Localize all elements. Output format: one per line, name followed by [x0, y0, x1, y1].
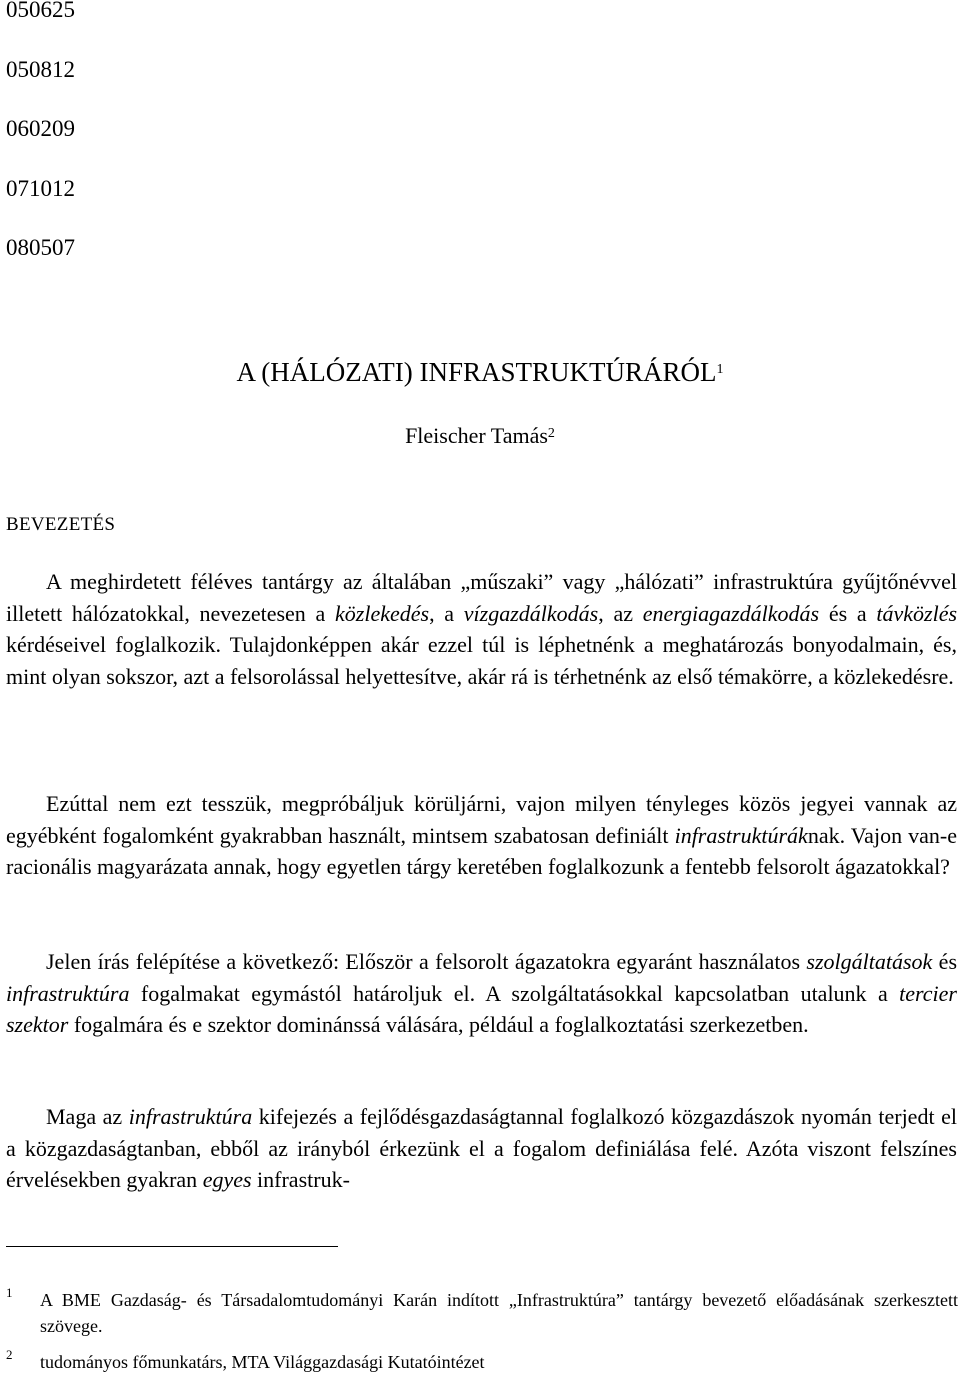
date-1: 050625	[6, 0, 75, 22]
p4-term-infrastruktura: infrastruktúra	[128, 1104, 253, 1129]
p4-text-c: kifejezés a fejlődésgazdaságtannal foglalkozó közgazdászok nyomán terjedt el a közgazdaságtanban, ebből az irányból érkezünk el a fogalom definiálása felé. Azóta viszont felszínes érvelésekben gyakran	[6, 1104, 957, 1193]
footnote-2-number: 2	[6, 1347, 13, 1362]
footnote-1-number: 1	[6, 1285, 13, 1300]
p3-term-tercier-szektor: tercier szektor	[6, 980, 957, 1038]
p1-term-vizgazdalkodas: vízgazdálkodás	[463, 600, 599, 626]
author-footnote-ref: 2	[547, 426, 555, 441]
p3-text-c: és	[932, 949, 958, 974]
p1-text-e: , az	[598, 600, 643, 626]
p1-term-energiagazdalkodas: energiagazdálkodás	[642, 600, 820, 626]
author-line	[0, 422, 960, 450]
p1-term-kozlekedes: közlekedés	[335, 600, 430, 626]
p4-term-egyes: egyes	[202, 1167, 252, 1193]
p2-text-a: Ezúttal nem ezt tesszük, megpróbáljuk körüljárni, vajon milyen tényleges közös jegyei vannak az egyébként fogalomként gyakrabban használt, mintsem szabatosan definiált	[6, 791, 957, 848]
p4-text-a: Maga az	[46, 1104, 129, 1129]
date-4: 071012	[6, 176, 75, 201]
footnote-2-text: tudományos főmunkatárs, MTA Világgazdasági Kutatóintézet	[40, 1352, 485, 1372]
p1-text-c: , a	[429, 600, 464, 626]
p3-text-g: fogalmára és e szektor dominánssá válására, például a foglalkoztatási szerkezetben.	[68, 1012, 809, 1038]
p3-term-infrastruktura: infrastruktúra	[6, 980, 130, 1006]
p1-text-i: kérdéseivel foglalkozik. Tulajdonképpen akár ezzel túl is léphetnénk a meghatározás bonyodalmain, és, mint olyan sokszor, azt a felsorolással helyettesítve, akár rá is térhetnénk az első témakörre, a közlekedésre.	[6, 632, 957, 689]
paragraph-3	[6, 946, 957, 1041]
section-heading: BEVEZETÉS	[6, 514, 116, 535]
document-title	[0, 355, 960, 389]
p3-term-szolgaltatasok: szolgáltatások	[806, 949, 933, 974]
date-3: 060209	[6, 116, 75, 141]
p1-text-g: és a	[819, 600, 877, 626]
p2-text-c: nak. Vajon van-e racionális magyarázata annak, hogy egyetlen tárgy keretében foglalkozunk a fentebb felsorolt ágazatokkal?	[6, 822, 957, 880]
p1-term-tavkozles: távközlés	[876, 600, 958, 626]
paragraph-2	[6, 788, 957, 883]
p1-text-a: A meghirdetett féléves tantárgy az általában „műszaki” vagy „hálózati” infrastruktúra gyűjtőnévvel illetett hálózatokkal, nevezetesen a	[6, 569, 957, 626]
footnote-1-text: A BME Gazdaság- és Társadalomtudományi Karán indított „Infrastruktúra” tantárgy bevezető előadásának szerkesztett szövege.	[40, 1290, 958, 1336]
title-footnote-ref: 1	[716, 362, 724, 377]
paragraph-1	[6, 566, 957, 692]
title-text: A (HÁLÓZATI) INFRASTRUKTÚRÁRÓL	[236, 357, 717, 387]
p4-text-e: infrastruk-	[251, 1167, 350, 1193]
footnote-1	[6, 1287, 958, 1339]
author-name: Fleischer Tamás	[405, 423, 548, 448]
date-2: 050812	[6, 57, 75, 82]
footnote-separator	[6, 1246, 338, 1247]
footnote-2	[6, 1349, 958, 1375]
p3-text-a: Jelen írás felépítése a következő: Először a felsorolt ágazatokra egyaránt használatos	[46, 949, 807, 974]
date-5: 080507	[6, 235, 75, 260]
paragraph-4	[6, 1101, 957, 1196]
p2-term-infrastrukturak: infrastruktúrák	[674, 822, 808, 848]
p3-text-e: fogalmakat egymástól határoljuk el. A szolgáltatásokkal kapcsolatban utalunk a	[129, 980, 900, 1006]
